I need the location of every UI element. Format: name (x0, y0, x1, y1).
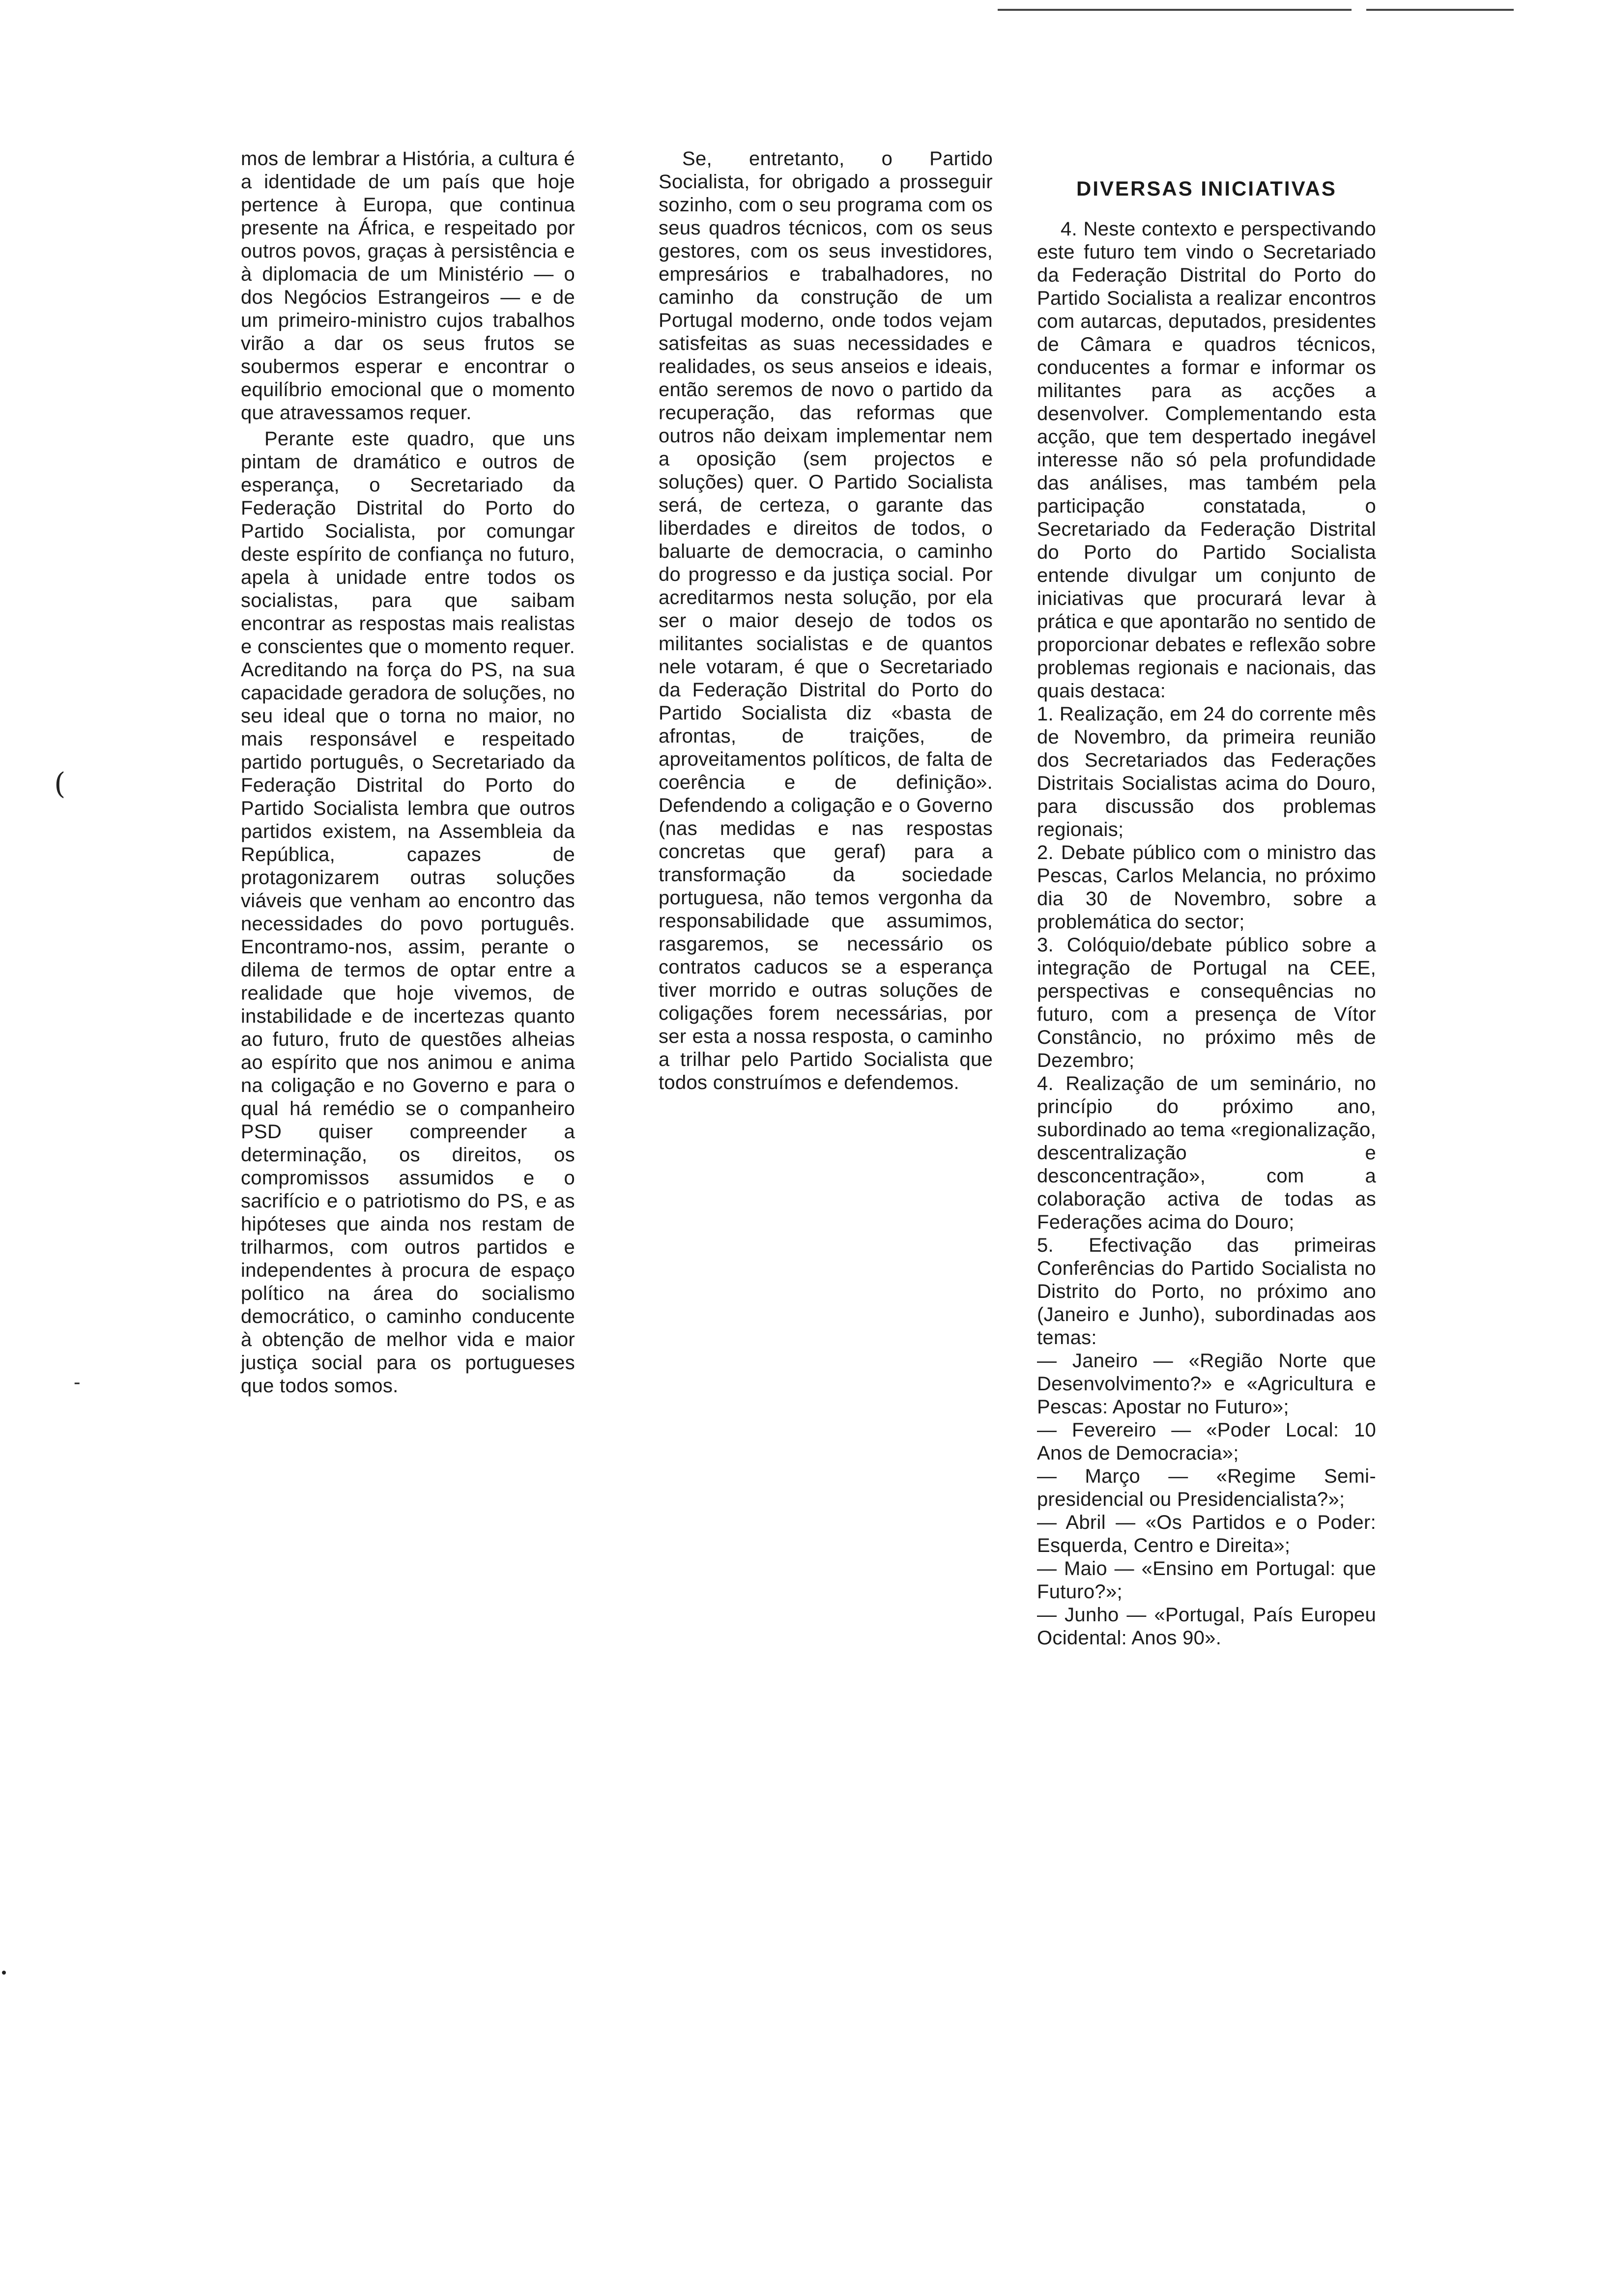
col1-paragraph-1: mos de lembrar a História, a cultura é a identidade de um país que hoje pertence à Europa, que continua presente na África, e respeitado por outros povos, graças à persistência e à diplomacia de um Ministério — o dos Negócios Estrangeiros — e de um primeiro-ministro cujos trabalhos virão a dar os seus frutos se soubermos esperar e encontrar o equilíbrio emocional que o momento que atravessamos requer. (241, 148, 575, 424)
conference-theme-june: — Junho — «Portugal, País Europeu Ocidental: Anos 90». (1037, 1604, 1376, 1649)
initiative-item-1: 1. Realização, em 24 do corrente mês de Novembro, da primeira reunião dos Secretariados das Federações Distritais Socialistas acima do Douro, para discussão dos problemas regionais; (1037, 703, 1376, 840)
conference-theme-march: — Março — «Regime Semi-presidencial ou Presidencialista?»; (1037, 1465, 1376, 1510)
column-left (241, 147, 575, 1398)
top-rule-line (998, 9, 1352, 11)
margin-dot (2, 1971, 6, 1975)
initiative-item-4: 4. Realização de um seminário, no princípio do próximo ano, subordinado ao tema «regionalização, descentralização e desconcentração», com a colaboração activa de todas as Federações acima do Douro; (1037, 1073, 1376, 1233)
conference-theme-april: — Abril — «Os Partidos e o Poder: Esquerda, Centro e Direita»; (1037, 1512, 1376, 1556)
top-rule-line-right (1366, 9, 1514, 11)
col1-paragraph-2: Perante este quadro, que uns pintam de dramático e outros de esperança, o Secretariado da Federação Distrital do Porto do Partido Socialista, por comungar deste espírito de confiança no futuro, apela à unidade entre todos os socialistas, para que saibam encontrar as respostas mais realistas e conscientes que o momento requer. Acreditando na força do PS, na sua capacidade geradora de soluções, no seu ideal que o torna no maior, no mais responsável e respeitado partido português, o Secretariado da Federação Distrital do Porto do Partido Socialista lembra que outros partidos existem, na Assembleia da República, capazes de protagonizarem outras soluções viáveis que venham ao encontro das necessidades do povo português. Encontramo-nos, assim, perante o dilema de termos de optar entre a realidade que hoje vivemos, de instabilidade e de incertezas quanto ao futuro, fruto de questões alheias ao espírito que nos animou e anima na coligação e no Governo e para o qual há remédio se o companheiro PSD quiser compreender a determinação, os direitos, os compromissos assumidos e o sacrifício e o patriotismo do PS, e as hipóteses que ainda nos restam de trilharmos, com outros partidos e independentes à procura de espaço político na área do socialismo democrático, o caminho conducente à obtenção de melhor vida e maior justiça social para os portugueses que todos somos. (241, 428, 575, 1397)
conference-theme-february: — Fevereiro — «Poder Local: 10 Anos de Democracia»; (1037, 1419, 1376, 1464)
col2-paragraph-1: Se, entretanto, o Partido Socialista, for obrigado a prosseguir sozinho, com o seu programa com os seus quadros técnicos, com os seus gestores, com os seus investidores, empresários e trabalhadores, no caminho da construção de um Portugal moderno, onde todos vejam satisfeitas as suas necessidades e realidades, os seus anseios e ideais, então seremos de novo o partido da recuperação, das reformas que outros não deixam implementar nem a oposição (sem projectos e soluções) quer. O Partido Socialista será, de certeza, o garante das liberdades e direitos de todos, o baluarte de democracia, o caminho do progresso e da justiça social. Por acreditarmos nesta solução, por ela ser o maior desejo de todos os militantes socialistas e de quantos nele votaram, é que o Secretariado da Federação Distrital do Porto do Partido Socialista diz «basta de afrontas, de traições, de aproveitamentos políticos, de falta de coerência e de definição». Defendendo a coligação e o Governo (nas medidas e nas respostas concretas que geraf) para a transformação da sociedade portuguesa, não temos vergonha da responsabilidade que assumimos, rasgaremos, se necessário os contratos caducos se a esperança tiver morrido e outras soluções de coligações forem necessárias, por ser esta a nossa resposta, o caminho a trilhar pelo Partido Socialista que todos construímos e defendemos. (659, 148, 993, 1093)
margin-dash-mark: - (74, 1371, 81, 1394)
column-right (1037, 177, 1376, 1650)
conference-theme-may: — Maio — «Ensino em Portugal: que Futuro?»; (1037, 1558, 1376, 1603)
column-middle (659, 147, 993, 1094)
initiative-item-5: 5. Efectivação das primeiras Conferências do Partido Socialista no Distrito do Porto, no próximo ano (Janeiro e Junho), subordinadas aos temas: (1037, 1234, 1376, 1349)
section-title: DIVERSAS INICIATIVAS (1076, 177, 1337, 200)
initiative-item-3: 3. Colóquio/debate público sobre a integração de Portugal na CEE, perspectivas e consequências no futuro, com a presença de Vítor Constâncio, no próximo mês de Dezembro; (1037, 934, 1376, 1071)
margin-bracket-mark: ( (54, 767, 66, 801)
col3-intro-paragraph: 4. Neste contexto e perspectivando este futuro tem vindo o Secretariado da Federação Distrital do Porto do Partido Socialista a realizar encontros com autarcas, deputados, presidentes de Câmara e quadros técnicos, conducentes a formar e informar os militantes para as acções a desenvolver. Complementando esta acção, que tem despertado inegável interesse não só pela profundidade das análises, mas também pela participação constatada, o Secretariado da Federação Distrital do Porto do Partido Socialista entende divulgar um conjunto de iniciativas que procurará levar à prática e que apontarão no sentido de proporcionar debates e reflexão sobre problemas regionais e nacionais, das quais destaca: (1037, 218, 1376, 702)
initiative-item-2: 2. Debate público com o ministro das Pescas, Carlos Melancia, no próximo dia 30 de Novembro, sobre a problemática do sector; (1037, 842, 1376, 933)
conference-theme-january: — Janeiro — «Região Norte que Desenvolvimento?» e «Agricultura e Pescas: Apostar no Futuro»; (1037, 1350, 1376, 1418)
